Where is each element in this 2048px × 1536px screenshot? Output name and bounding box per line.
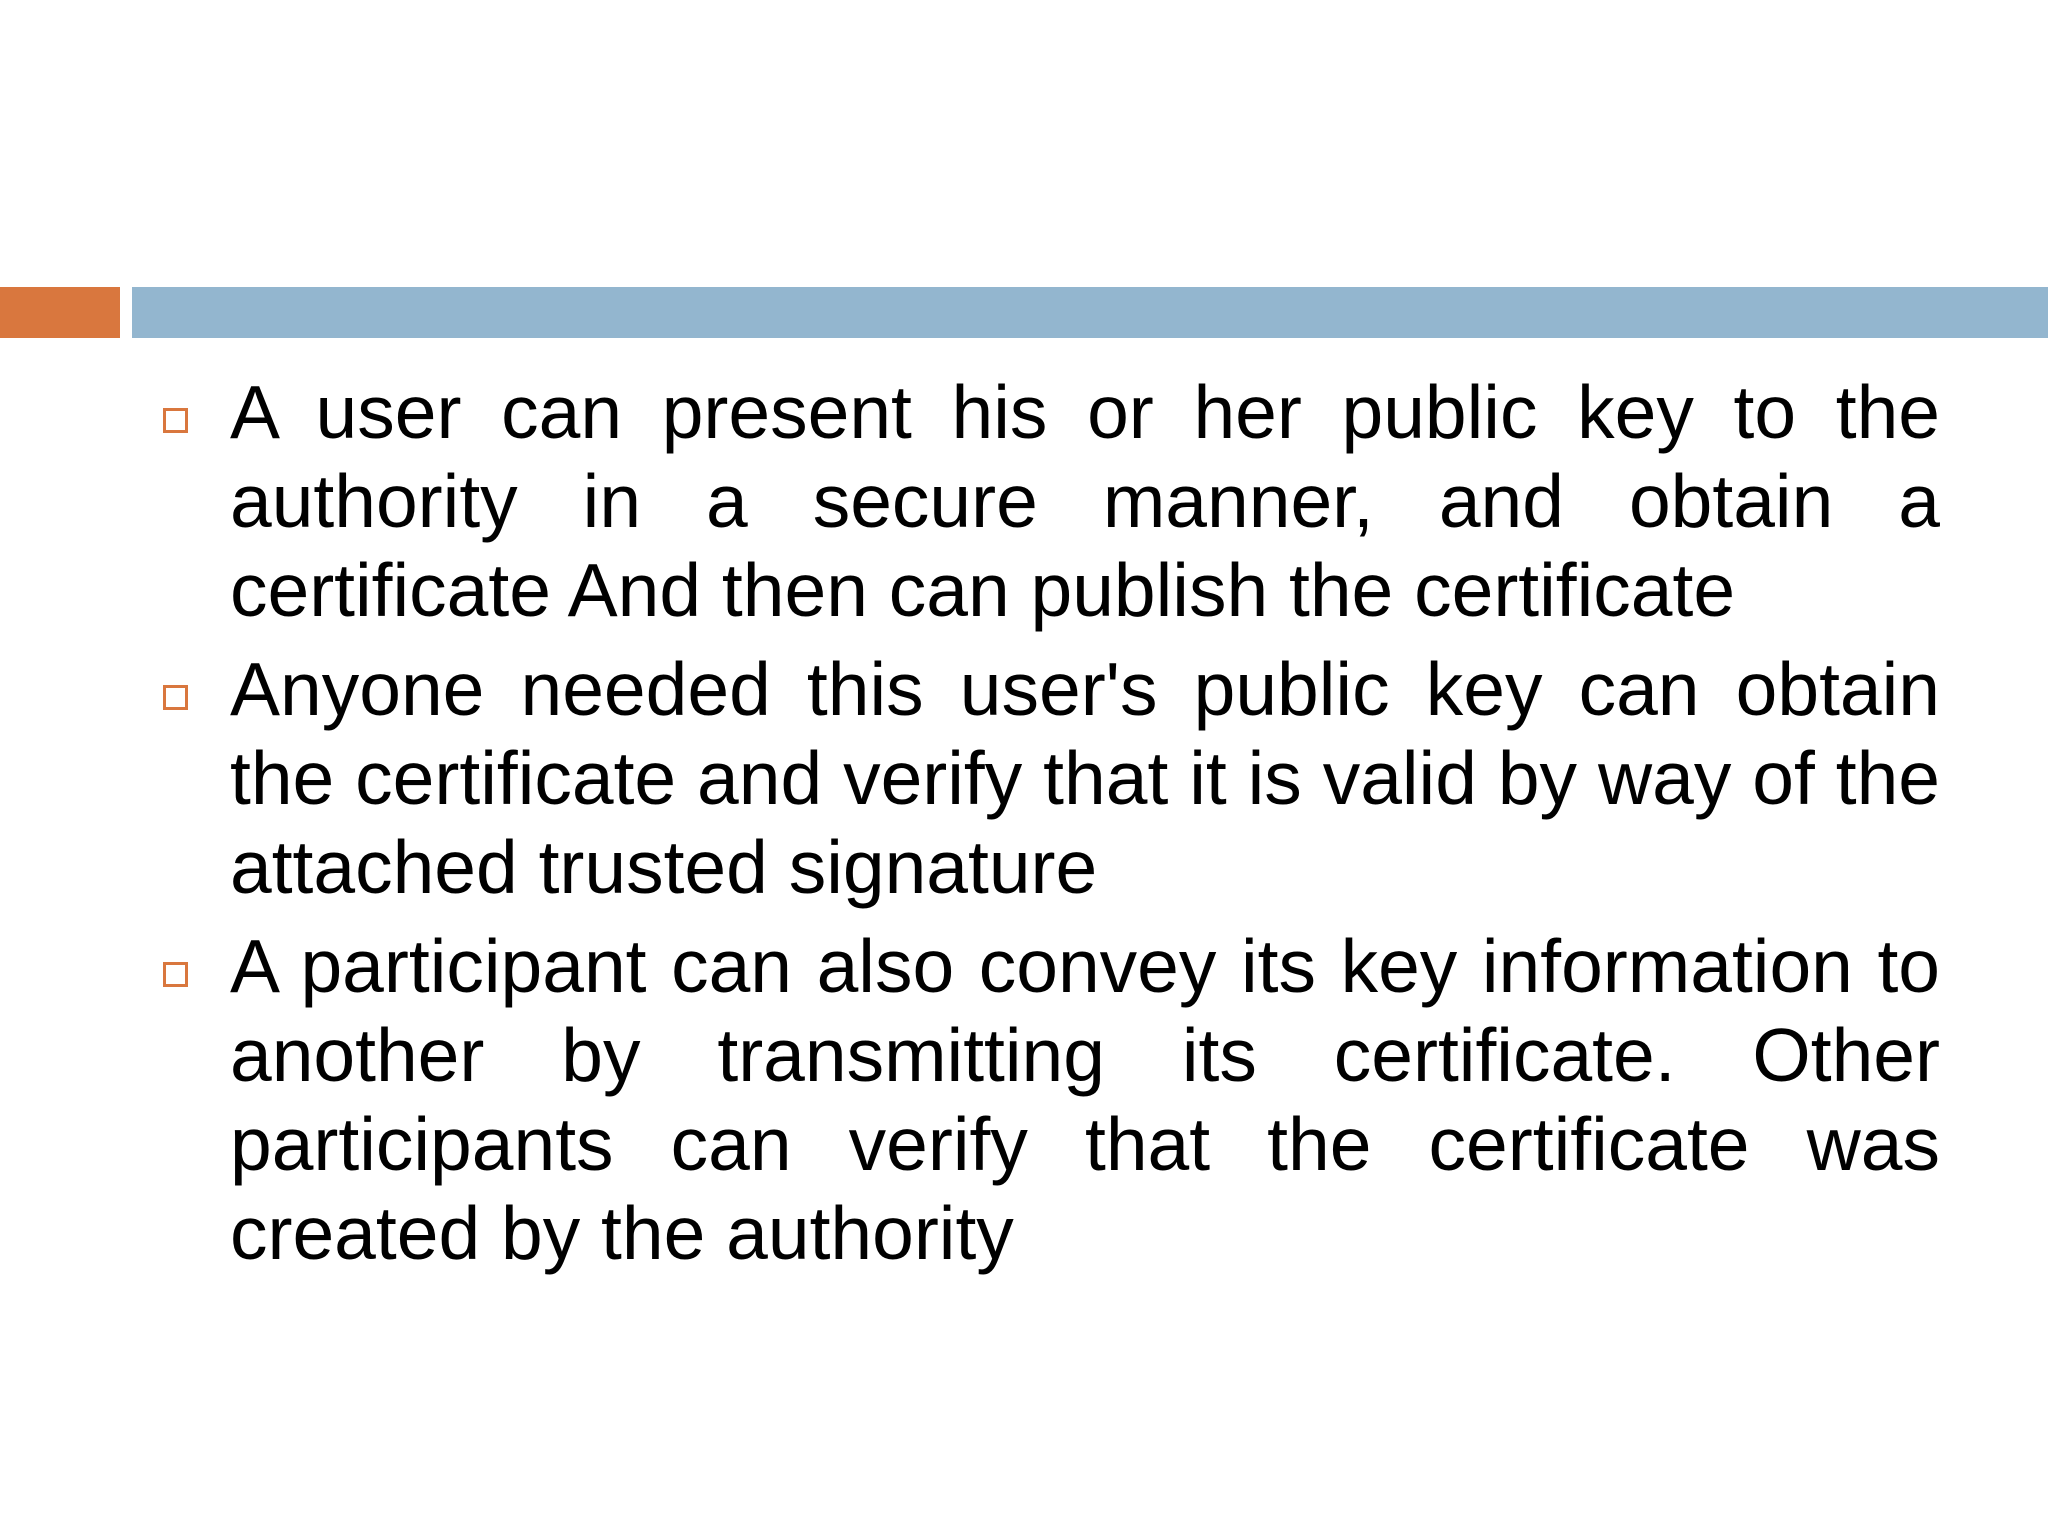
bullet-item-2 [160,645,1940,912]
hollow-square-bullet-icon [163,408,188,433]
hollow-square-bullet-icon [163,962,188,987]
header-accent-bar-blue [132,287,2048,338]
bullet-item-3 [160,922,1940,1278]
bullet-item-1 [160,368,1940,635]
bullet-list [160,368,1940,1288]
bullet-text-3: A participant can also convey its key information to another by transmitting its certificate. Other participants can verify that the certificate was created by the authority [230,924,1940,1275]
hollow-square-bullet-icon [163,685,188,710]
bullet-text-1: A user can present his or her public key to the authority in a secure manner, and obtain a certificate And then can publish the certificate [230,370,1940,632]
bullet-text-2: Anyone needed this user's public key can obtain the certificate and verify that it is valid by way of the attached trusted signature [230,647,1940,909]
header-accent-bar-orange [0,287,120,338]
